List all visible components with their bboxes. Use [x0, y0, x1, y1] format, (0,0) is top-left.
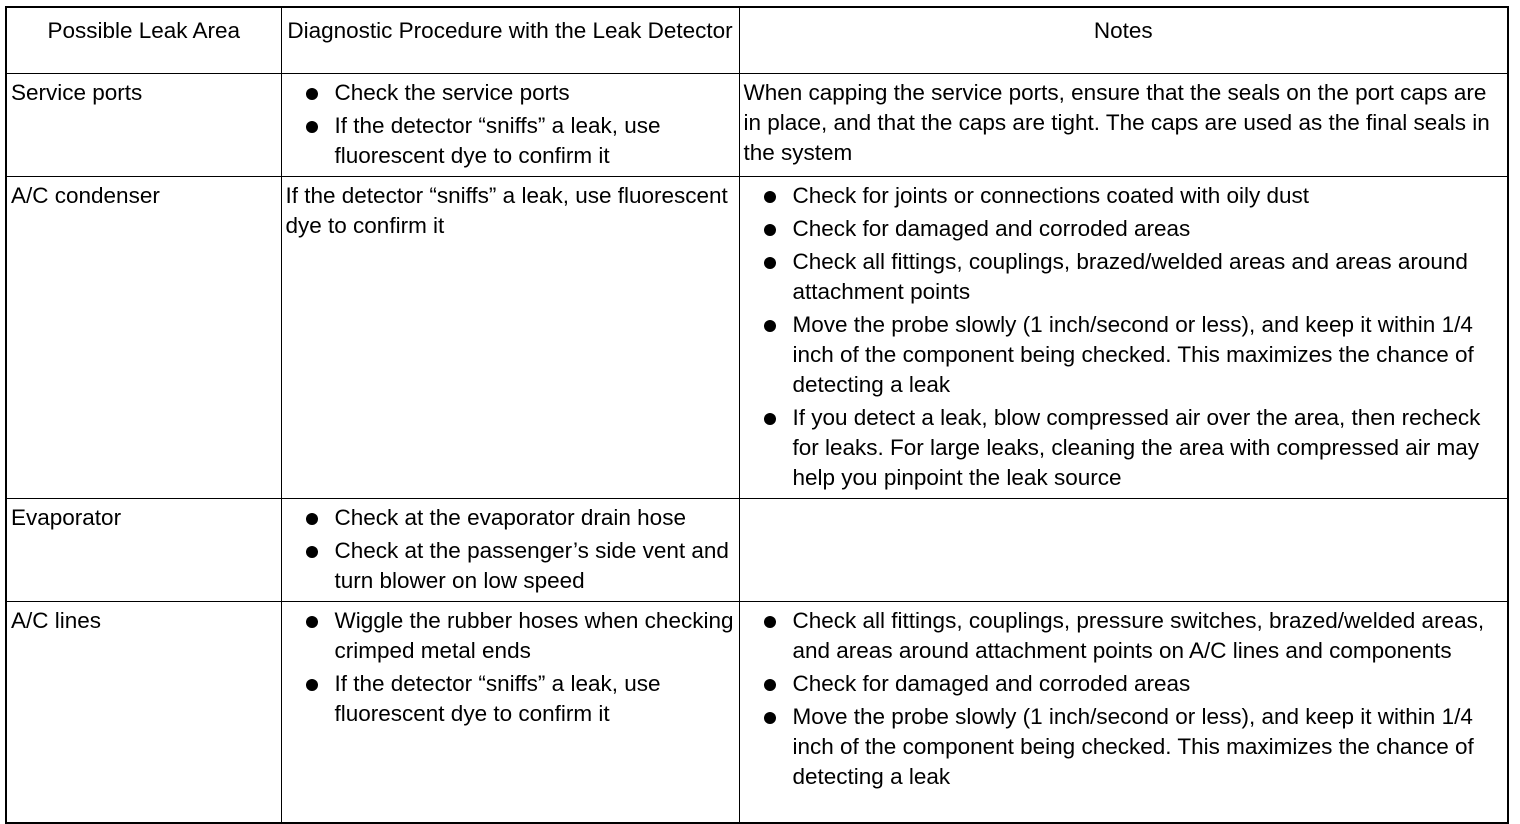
notes-list	[744, 606, 1504, 792]
table-row	[6, 176, 1508, 498]
area-label: Evaporator	[11, 504, 122, 530]
area-label: A/C lines	[11, 607, 102, 633]
procedure-list	[286, 606, 735, 729]
notes-list	[744, 181, 1504, 493]
list-item: Check for joints or connections coated with oily dust	[744, 181, 1504, 211]
list-item: Check for damaged and corroded areas	[744, 669, 1504, 699]
procedure-cell	[281, 73, 739, 176]
area-label: A/C condenser	[11, 182, 160, 208]
list-item: Move the probe slowly (1 inch/second or less), and keep it within 1/4 inch of the component being checked. This maximizes the chance of detecting a leak	[744, 702, 1504, 792]
procedure-list	[286, 503, 735, 596]
header-possible-leak-area: Possible Leak Area	[6, 7, 281, 73]
area-cell	[6, 73, 281, 176]
area-cell	[6, 601, 281, 823]
list-item: Check the service ports	[286, 78, 735, 108]
area-label: Service ports	[11, 79, 143, 105]
list-item: Check all fittings, couplings, brazed/welded areas and areas around attachment points	[744, 247, 1504, 307]
procedure-cell	[281, 498, 739, 601]
notes-cell	[739, 498, 1508, 601]
table-row	[6, 498, 1508, 601]
procedure-text: If the detector “sniffs” a leak, use fluorescent dye to confirm it	[285, 182, 728, 238]
procedure-cell	[281, 601, 739, 823]
list-item: Check at the passenger’s side vent and turn blower on low speed	[286, 536, 735, 596]
list-item: Wiggle the rubber hoses when checking crimped metal ends	[286, 606, 735, 666]
procedure-list	[286, 78, 735, 171]
notes-cell	[739, 601, 1508, 823]
list-item: If you detect a leak, blow compressed air over the area, then recheck for leaks. For large leaks, cleaning the area with compressed air may help you pinpoint the leak source	[744, 403, 1504, 493]
area-cell	[6, 498, 281, 601]
header-notes: Notes	[739, 7, 1508, 73]
list-item: Check for damaged and corroded areas	[744, 214, 1504, 244]
notes-cell	[739, 73, 1508, 176]
area-cell	[6, 176, 281, 498]
leak-diagnosis-table	[5, 6, 1509, 824]
list-item: If the detector “sniffs” a leak, use fluorescent dye to confirm it	[286, 669, 735, 729]
list-item: Move the probe slowly (1 inch/second or less), and keep it within 1/4 inch of the component being checked. This maximizes the chance of detecting a leak	[744, 310, 1504, 400]
procedure-cell	[281, 176, 739, 498]
list-item: Check all fittings, couplings, pressure switches, brazed/welded areas, and areas around attachment points on A/C lines and components	[744, 606, 1504, 666]
table-row	[6, 601, 1508, 823]
header-diagnostic-procedure: Diagnostic Procedure with the Leak Detector	[281, 7, 739, 73]
list-item: Check at the evaporator drain hose	[286, 503, 735, 533]
notes-cell	[739, 176, 1508, 498]
notes-text: When capping the service ports, ensure that the seals on the port caps are in place, and that the caps are tight. The caps are used as the final seals in the system	[743, 79, 1490, 165]
list-item: If the detector “sniffs” a leak, use fluorescent dye to confirm it	[286, 111, 735, 171]
table-row	[6, 73, 1508, 176]
header-row	[6, 7, 1508, 73]
